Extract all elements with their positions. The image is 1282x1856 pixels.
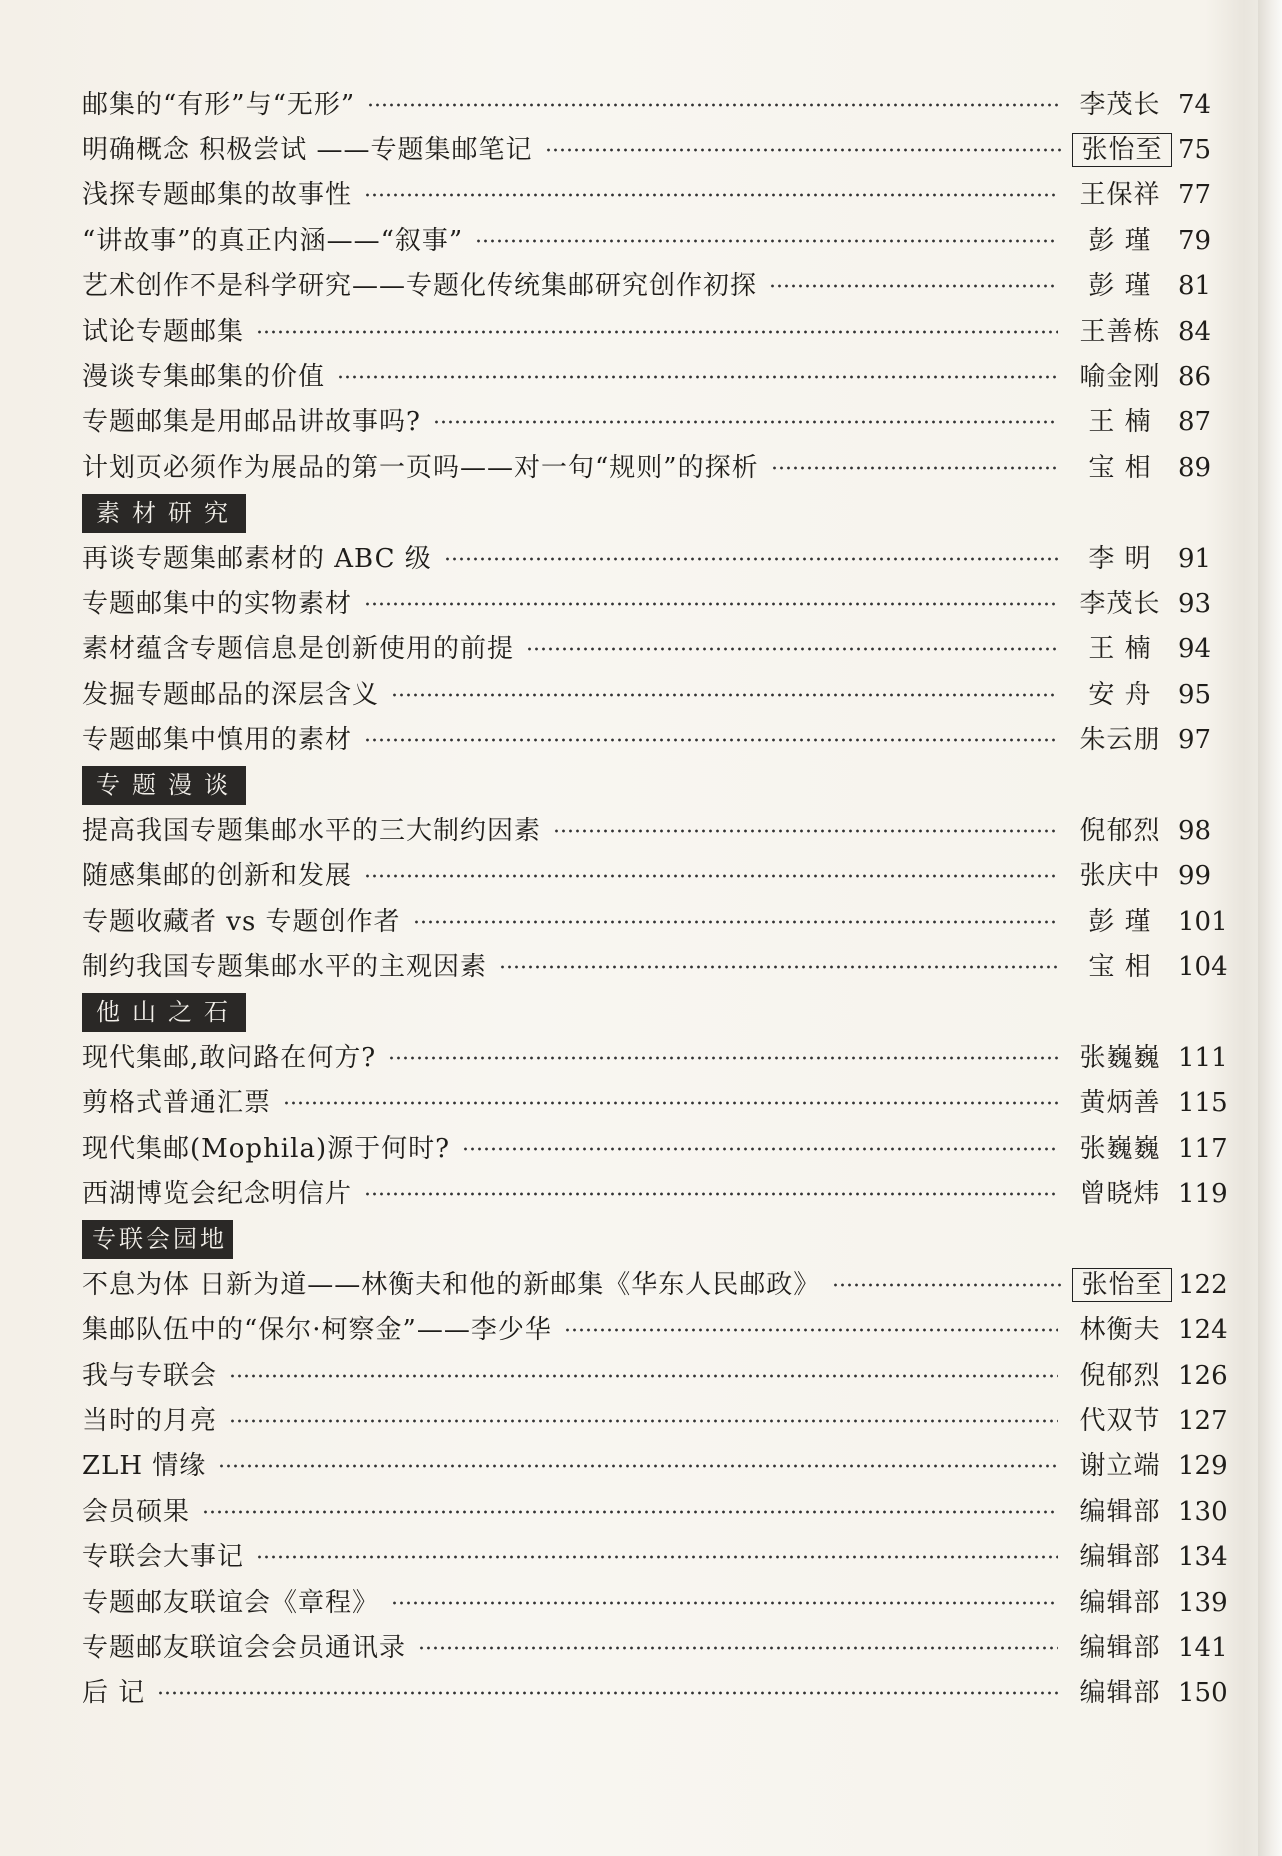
dot-leader	[553, 828, 1058, 834]
toc-entry	[82, 1580, 1228, 1625]
entry-author: 喻金刚	[1079, 362, 1161, 393]
dot-leader	[499, 964, 1058, 970]
entry-title: 专题邮集是用邮品讲故事吗?	[82, 407, 421, 438]
entry-page-number: 79	[1178, 225, 1212, 256]
entry-title: 专联会大事记	[82, 1542, 245, 1573]
entry-title: 专题邮集中慎用的素材	[82, 725, 353, 756]
section-header: 专联会园地	[82, 1220, 233, 1259]
entry-author: 王善栋	[1079, 316, 1161, 347]
entry-author: 代双节	[1079, 1406, 1161, 1437]
entry-page-number: 129	[1178, 1451, 1228, 1482]
entry-author: 张怡至	[1072, 1268, 1172, 1302]
entry-page-number: 89	[1178, 452, 1212, 483]
dot-leader	[413, 919, 1058, 925]
toc-entry	[82, 218, 1228, 263]
entry-title: 当时的月亮	[82, 1406, 218, 1437]
entry-title: 再谈专题集邮素材的 ABC 级	[82, 543, 432, 574]
entry-title: 发掘专题邮品的深层含义	[82, 679, 380, 710]
toc-entry	[82, 808, 1228, 853]
dot-leader	[364, 192, 1058, 198]
entry-author: 彭 瑾	[1088, 271, 1152, 302]
entry-author: 彭 瑾	[1088, 225, 1152, 256]
entry-author: 谢立端	[1079, 1451, 1161, 1482]
entry-title: 我与专联会	[82, 1360, 218, 1391]
entry-page-number: 98	[1178, 815, 1212, 846]
entry-title: 计划页必须作为展品的第一页吗——对一句“规则”的探析	[82, 452, 759, 483]
table-of-contents	[82, 82, 1228, 1716]
dot-leader	[229, 1418, 1058, 1424]
entry-page-number: 99	[1178, 861, 1212, 892]
entry-title: 素材蕴含专题信息是创新使用的前提	[82, 634, 515, 665]
section-header-row	[82, 990, 1228, 1035]
dot-leader	[202, 1509, 1058, 1515]
entry-author: 倪郁烈	[1079, 815, 1161, 846]
entry-author: 张庆中	[1079, 861, 1161, 892]
toc-entry	[82, 672, 1228, 717]
entry-author: 曾晓炜	[1079, 1179, 1161, 1210]
entry-page-number: 124	[1178, 1315, 1228, 1346]
toc-entry	[82, 82, 1228, 127]
entry-page-number: 115	[1178, 1088, 1228, 1119]
entry-title: 试论专题邮集	[82, 316, 245, 347]
toc-entry	[82, 1671, 1228, 1716]
entry-page-number: 150	[1178, 1678, 1228, 1709]
entry-page-number: 87	[1178, 407, 1212, 438]
entry-author: 黄炳善	[1079, 1088, 1161, 1119]
entry-page-number: 94	[1178, 634, 1212, 665]
toc-entry	[82, 400, 1228, 445]
entry-title: 不息为体 日新为道——林衡夫和他的新邮集《华东人民邮政》	[82, 1269, 821, 1300]
entry-author: 李茂长	[1079, 89, 1161, 120]
dot-leader	[769, 283, 1058, 289]
toc-entry	[82, 717, 1228, 762]
toc-entry	[82, 1171, 1228, 1216]
dot-leader	[418, 1645, 1058, 1651]
section-header: 他山之石	[82, 993, 246, 1032]
entry-page-number: 81	[1178, 271, 1212, 302]
section-header-row	[82, 491, 1228, 536]
toc-entry	[82, 1035, 1228, 1080]
entry-title: 提高我国专题集邮水平的三大制约因素	[82, 815, 542, 846]
entry-page-number: 97	[1178, 725, 1212, 756]
dot-leader	[364, 1191, 1058, 1197]
entry-author: 编辑部	[1079, 1496, 1161, 1527]
toc-entry	[82, 354, 1228, 399]
entry-page-number: 75	[1178, 135, 1212, 166]
dot-leader	[391, 1600, 1058, 1606]
toc-entry	[82, 1308, 1228, 1353]
entry-page-number: 86	[1178, 362, 1212, 393]
entry-page-number: 117	[1178, 1133, 1228, 1164]
entry-author: 李 明	[1088, 543, 1152, 574]
dot-leader	[157, 1690, 1058, 1696]
toc-entry	[82, 445, 1228, 490]
entry-page-number: 139	[1178, 1587, 1228, 1618]
toc-entry	[82, 627, 1228, 672]
toc-entry	[82, 127, 1228, 172]
section-header: 素材研究	[82, 494, 246, 533]
section-header: 专题漫谈	[82, 766, 246, 805]
toc-entry	[82, 1444, 1228, 1489]
entry-title: 浅探专题邮集的故事性	[82, 180, 353, 211]
toc-entry	[82, 1625, 1228, 1670]
entry-title: 专题邮友联谊会《章程》	[82, 1587, 380, 1618]
entry-title: 现代集邮,敢问路在何方?	[82, 1042, 377, 1073]
toc-entry	[82, 264, 1228, 309]
entry-title: 剪格式普通汇票	[82, 1088, 272, 1119]
toc-entry	[82, 1081, 1228, 1126]
toc-entry	[82, 536, 1228, 581]
entry-title: 专题邮集中的实物素材	[82, 588, 353, 619]
toc-entry	[82, 1535, 1228, 1580]
toc-entry	[82, 581, 1228, 626]
entry-page-number: 84	[1178, 316, 1212, 347]
entry-title: 邮集的“有形”与“无形”	[82, 89, 356, 120]
entry-author: 张巍巍	[1079, 1133, 1161, 1164]
entry-title: 西湖博览会纪念明信片	[82, 1179, 353, 1210]
section-header-row	[82, 1217, 1228, 1262]
entry-page-number: 77	[1178, 180, 1212, 211]
entry-page-number: 101	[1178, 906, 1228, 937]
entry-page-number: 104	[1178, 952, 1228, 983]
entry-title: 艺术创作不是科学研究——专题化传统集邮研究创作初探	[82, 271, 758, 302]
entry-title: 漫谈专集邮集的价值	[82, 362, 326, 393]
dot-leader	[771, 465, 1058, 471]
entry-author: 张怡至	[1072, 133, 1172, 167]
toc-entry	[82, 1489, 1228, 1534]
entry-title: 专题收藏者 vs 专题创作者	[82, 906, 401, 937]
dot-leader	[462, 1146, 1058, 1152]
dot-leader	[444, 556, 1058, 562]
entry-page-number: 122	[1178, 1269, 1228, 1300]
entry-author: 编辑部	[1079, 1678, 1161, 1709]
entry-author: 彭 瑾	[1088, 906, 1152, 937]
entry-author: 朱云朋	[1079, 725, 1161, 756]
dot-leader	[832, 1282, 1062, 1288]
dot-leader	[433, 419, 1058, 425]
entry-page-number: 126	[1178, 1360, 1228, 1391]
entry-title: 会员硕果	[82, 1496, 191, 1527]
entry-title: “讲故事”的真正内涵——“叙事”	[82, 225, 464, 256]
dot-leader	[391, 692, 1058, 698]
entry-title: 明确概念 积极尝试 ——专题集邮笔记	[82, 135, 533, 166]
dot-leader	[256, 329, 1058, 335]
toc-entry	[82, 1398, 1228, 1443]
entry-page-number: 93	[1178, 588, 1212, 619]
entry-page-number: 95	[1178, 679, 1212, 710]
dot-leader	[367, 102, 1058, 108]
entry-page-number: 119	[1178, 1179, 1228, 1210]
entry-title: 现代集邮(Mophila)源于何时?	[82, 1133, 451, 1164]
dot-leader	[256, 1554, 1058, 1560]
entry-page-number: 141	[1178, 1632, 1228, 1663]
entry-title: 集邮队伍中的“保尔·柯察金”——李少华	[82, 1315, 552, 1346]
entry-title: 制约我国专题集邮水平的主观因素	[82, 952, 488, 983]
toc-entry	[82, 944, 1228, 989]
entry-title: 随感集邮的创新和发展	[82, 861, 353, 892]
entry-page-number: 111	[1178, 1042, 1228, 1073]
dot-leader	[564, 1327, 1058, 1333]
page-edge	[1258, 0, 1282, 1856]
entry-author: 林衡夫	[1079, 1315, 1161, 1346]
dot-leader	[283, 1100, 1058, 1106]
entry-title: 后 记	[82, 1678, 146, 1709]
toc-entry	[82, 1353, 1228, 1398]
entry-page-number: 74	[1178, 89, 1212, 120]
entry-author: 宝 相	[1088, 452, 1152, 483]
section-header-row	[82, 763, 1228, 808]
entry-author: 张巍巍	[1079, 1042, 1161, 1073]
entry-title: ZLH 情缘	[82, 1451, 207, 1482]
entry-page-number: 130	[1178, 1496, 1228, 1527]
entry-page-number: 91	[1178, 543, 1212, 574]
entry-author: 编辑部	[1079, 1632, 1161, 1663]
dot-leader	[526, 646, 1058, 652]
entry-author: 李茂长	[1079, 588, 1161, 619]
entry-author: 编辑部	[1079, 1587, 1161, 1618]
dot-leader	[229, 1373, 1058, 1379]
dot-leader	[337, 374, 1058, 380]
dot-leader	[364, 873, 1058, 879]
dot-leader	[218, 1463, 1058, 1469]
entry-page-number: 134	[1178, 1542, 1228, 1573]
dot-leader	[388, 1055, 1058, 1061]
entry-author: 倪郁烈	[1079, 1360, 1161, 1391]
dot-leader	[545, 147, 1062, 153]
entry-author: 王 楠	[1088, 407, 1152, 438]
entry-author: 宝 相	[1088, 952, 1152, 983]
entry-page-number: 127	[1178, 1406, 1228, 1437]
entry-author: 安 舟	[1088, 679, 1152, 710]
dot-leader	[364, 737, 1058, 743]
dot-leader	[364, 601, 1058, 607]
toc-entry	[82, 173, 1228, 218]
toc-entry	[82, 309, 1228, 354]
entry-author: 编辑部	[1079, 1542, 1161, 1573]
dot-leader	[475, 238, 1058, 244]
toc-entry	[82, 1126, 1228, 1171]
toc-entry	[82, 1262, 1228, 1307]
entry-title: 专题邮友联谊会会员通讯录	[82, 1632, 407, 1663]
toc-entry	[82, 854, 1228, 899]
entry-author: 王保祥	[1079, 180, 1161, 211]
entry-author: 王 楠	[1088, 634, 1152, 665]
toc-entry	[82, 899, 1228, 944]
